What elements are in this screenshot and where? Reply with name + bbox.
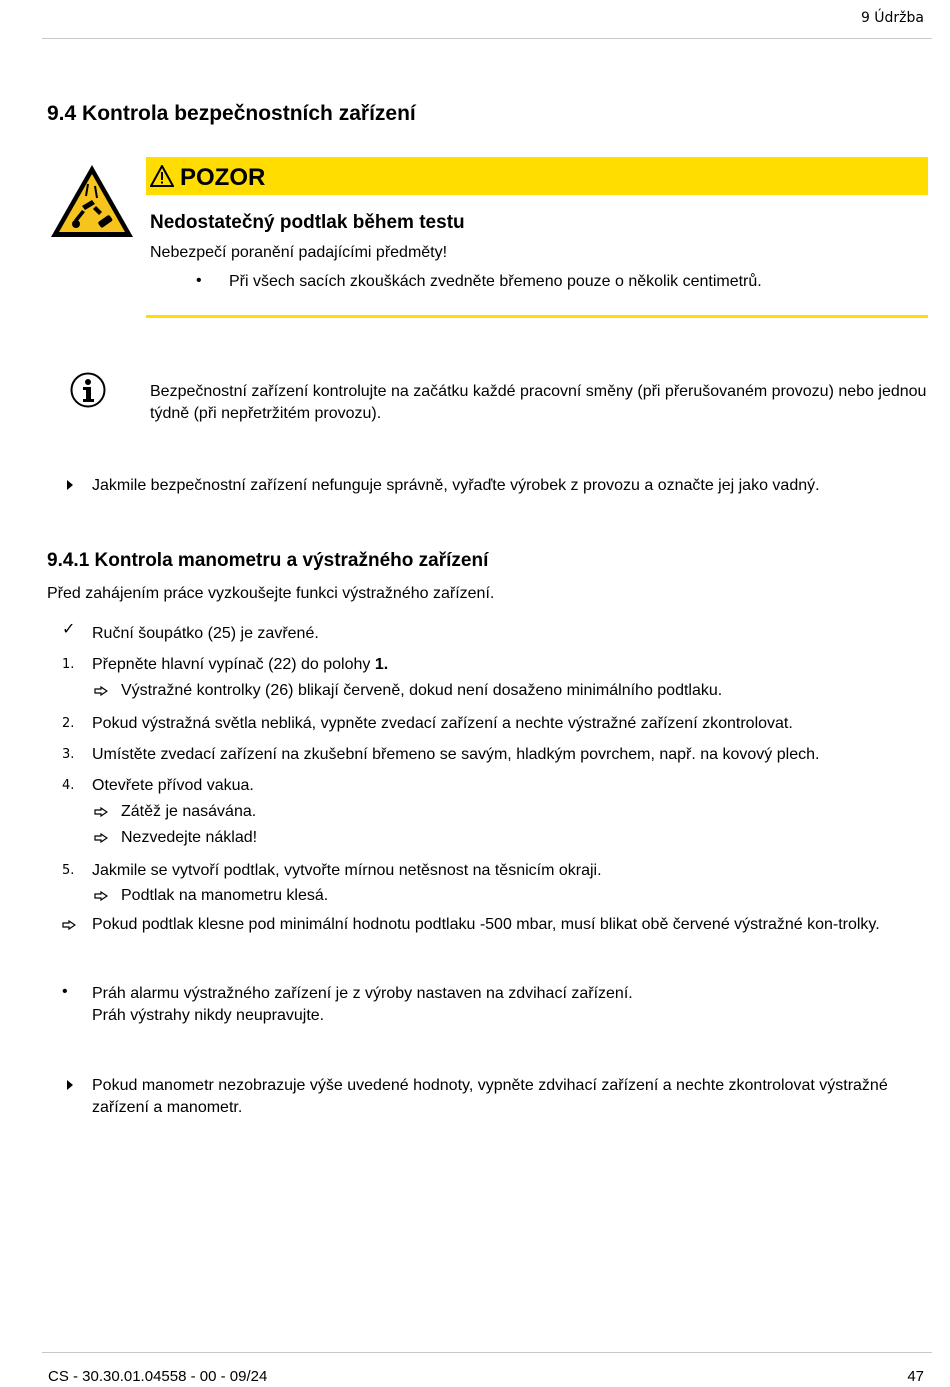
step-result: Podtlak na manometru klesá.: [121, 887, 329, 904]
subsection-title: 9.4.1 Kontrola manometru a výstražného zařízení: [47, 550, 489, 571]
step-number: 2.: [62, 716, 75, 731]
step-result: Výstražné kontrolky (26) blikají červeně, dokud není dosaženo minimálního podtlaku.: [121, 682, 723, 699]
precondition-text: Ruční šoupátko (25) je zavřené.: [92, 625, 319, 642]
warning-signal-word: POZOR: [180, 164, 266, 191]
result-arrow-icon: [62, 920, 76, 930]
subsection-intro: Před zahájením práce vyzkoušejte funkci výstražného zařízení.: [47, 585, 495, 602]
warning-signal-band: [146, 157, 928, 195]
step-text: Otevřete přívod vakua.: [92, 777, 254, 794]
result-arrow-icon: [94, 833, 108, 843]
note-line-1: Práh alarmu výstražného zařízení je z výroby nastaven na zdvihací zařízení.: [92, 985, 633, 1002]
step-text: [92, 654, 922, 676]
chapter-header: 9 Údržba: [860, 10, 924, 26]
action-arrow-icon: [64, 1078, 76, 1092]
bullet-icon: •: [196, 272, 202, 289]
step-text: Jakmile se vytvoří podtlak, vytvořte mírnou netěsnost na těsnicím okraji.: [92, 862, 602, 879]
document-id: CS - 30.30.01.04558 - 00 - 09/24: [48, 1368, 268, 1385]
result-arrow-icon: [94, 891, 108, 901]
step-text: Umístěte zvedací zařízení na zkušební břemeno se savým, hladkým povrchem, např. na kovový plech.: [92, 746, 820, 763]
step-number: 1.: [62, 657, 75, 672]
section-title: 9.4 Kontrola bezpečnostních zařízení: [47, 102, 416, 125]
bullet-icon: •: [62, 983, 68, 1000]
step-result: Nezvedejte náklad!: [121, 829, 258, 846]
warning-bullet: Při všech sacích zkouškách zvedněte břemeno pouze o několik centimetrů.: [229, 273, 762, 290]
action-instruction: Pokud manometr nezobrazuje výše uvedené hodnoty, vypněte zdvihací zařízení a nechte zkontrolovat výstražné zařízení a manometr.: [92, 1077, 888, 1116]
step-number: 4.: [62, 778, 75, 793]
header-divider: [42, 38, 932, 39]
result-arrow-icon: [94, 686, 108, 696]
warning-text: Nebezpečí poranění padajícími předměty!: [150, 244, 448, 261]
warning-bottom-rule: [146, 315, 928, 318]
footer-divider: [42, 1352, 932, 1353]
step-text-bold: 1.: [374, 656, 389, 673]
step-result: Zátěž je nasávána.: [121, 803, 257, 820]
final-result: Pokud podtlak klesne pod minimální hodnotu podtlaku -500 mbar, musí blikat obě červené výstražné kon-trolky.: [92, 916, 880, 933]
step-text: Pokud výstražná světla nebliká, vypněte zvedací zařízení a nechte výstražné zařízení zkontrolovat.: [92, 715, 793, 732]
page-number: 47: [907, 1368, 924, 1385]
result-arrow-icon: [94, 807, 108, 817]
info-text: Bezpečnostní zařízení kontrolujte na začátku každé pracovní směny (při přerušovaném provozu) nebo jednou týdně (při nepřetržitém provozu).: [150, 383, 927, 422]
step-number: 5.: [62, 863, 75, 878]
action-arrow-icon: [64, 478, 76, 492]
warning-title: Nedostatečný podtlak během testu: [150, 212, 465, 233]
checkmark-icon: ✓: [62, 619, 76, 638]
note-line-2: Práh výstrahy nikdy neupravujte.: [92, 1007, 325, 1024]
warning-triangle-icon: [150, 165, 174, 187]
action-instruction: Jakmile bezpečnostní zařízení nefunguje správně, vyřaďte výrobek z provozu a označte jej jako vadný.: [92, 477, 820, 494]
info-icon: [70, 372, 106, 408]
step-number: 3.: [62, 747, 75, 762]
falling-objects-warning-icon: [48, 162, 136, 240]
step-text-plain: Přepněte hlavní vypínač (22) do polohy: [92, 656, 375, 673]
